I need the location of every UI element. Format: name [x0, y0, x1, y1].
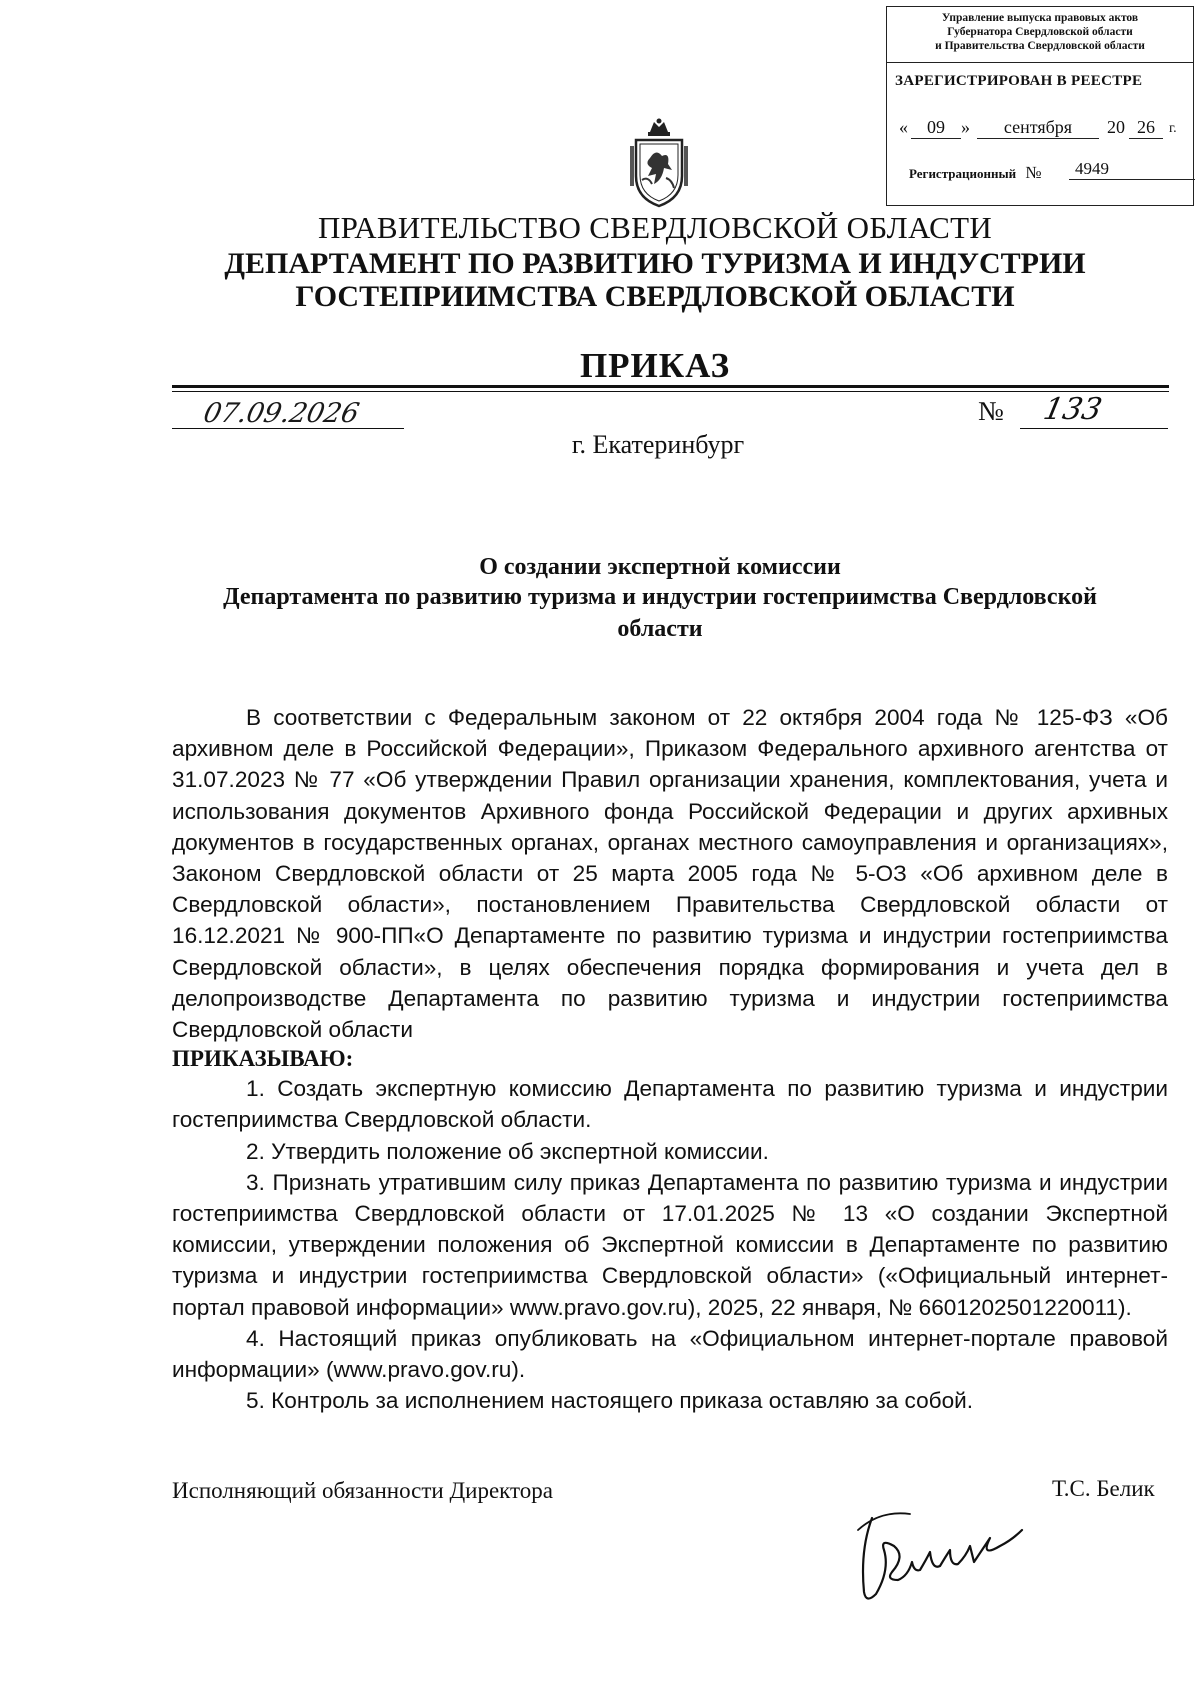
stamp-year-suffix: 26: [1129, 117, 1163, 139]
stamp-header-line: Управление выпуска правовых актов: [941, 12, 1139, 24]
stamp-year-prefix: 20: [1107, 117, 1125, 137]
date-underline: [172, 428, 404, 429]
stamp-year-abbr: г.: [1169, 121, 1177, 136]
stamp-divider: [887, 62, 1193, 63]
stamp-date: [897, 117, 1187, 141]
subject-line2: Департамента по развитию туризма и индустрии гостеприимства Свердловской: [223, 584, 1097, 610]
order-item: 2. Утвердить положение об экспертной комиссии.: [246, 1138, 769, 1164]
header-rule-thin: [172, 391, 1169, 392]
order-item: 3. Признать утратившим силу приказ Департамента по развитию туризма и индустрии гостеприимства Свердловской области от 17.01.2025 № 13 «О создании Экспертной комиссии, утверждении положения об Экспертной комиссии в Департаменте по развитию туризма и индустрии гостеприимства Свердловской области» («Официальный интернет-портал правовой информации» www.pravo.gov.ru), 2025, 22 января, № 6601202501220011).: [172, 1169, 1168, 1320]
coat-of-arms-icon: [628, 118, 690, 208]
stamp-no-sign: №: [1025, 163, 1042, 182]
subject-line3: области: [617, 616, 703, 642]
handwritten-date: 07.09.2026: [200, 398, 362, 429]
city: г. Екатеринбург: [571, 430, 745, 459]
number-label: №: [978, 396, 1004, 426]
stamp-month: сентября: [977, 117, 1099, 139]
government-name: ПРАВИТЕЛЬСТВО СВЕРДЛОВСКОЙ ОБЛАСТИ: [317, 210, 993, 245]
signatory-role: Исполняющий обязанности Директора: [172, 1478, 553, 1503]
registration-stamp: [886, 6, 1194, 206]
preamble-paragraph: В соответствии с Федеральным законом от 22 октября 2004 года № 125-ФЗ «Об архивном деле в Российской Федерации», Приказом Федерального архивного агентства от 31.07.2023 № 77 «Об утверждении Правил организации хранения, комплектования, учета и использования документов Архивного фонда Российской Федерации и других архивных документов в государственных органах, органах местного самоуправления и организациях», Законом Свердловской области от 25 марта 2005 года № 5-ОЗ «Об архивном деле в Свердловской области», постановлением Правительства Свердловской области от 16.12.2021 № 900-ПП«О Департаменте по развитию туризма и индустрии гостеприимства Свердловской области», в целях обеспечения порядка формирования и учета дел в делопроизводстве Департамента по развитию туризма и индустрии гостеприимства Свердловской области: [172, 705, 1168, 1043]
document-type-title: ПРИКАЗ: [579, 346, 731, 385]
header-rule-thick: [172, 385, 1169, 388]
stamp-header-line: и Правительства Свердловской области: [935, 40, 1145, 52]
document-body: [172, 702, 1168, 1416]
stamp-reg-label: Регистрационный: [909, 166, 1017, 181]
signatory-name: Т.С. Белик: [1052, 1476, 1155, 1501]
stamp-close-quote: »: [961, 117, 970, 137]
stamp-header: [887, 11, 1193, 53]
handwritten-signature: [850, 1500, 1030, 1610]
department-name-line2: ГОСТЕПРИИМСТВА СВЕРДЛОВСКОЙ ОБЛАСТИ: [295, 280, 1015, 313]
order-item: 5. Контроль за исполнением настоящего приказа оставляю за собой.: [246, 1388, 974, 1414]
stamp-registered-label: ЗАРЕГИСТРИРОВАН В РЕЕСТРЕ: [895, 73, 1143, 89]
handwritten-number: 133: [1040, 392, 1105, 427]
stamp-day: 09: [911, 117, 961, 139]
stamp-open-quote: «: [899, 117, 908, 137]
subject-line1: О создании экспертной комиссии: [479, 554, 841, 580]
department-name-line1: ДЕПАРТАМЕНТ ПО РАЗВИТИЮ ТУРИЗМА И ИНДУСТРИИ: [224, 247, 1086, 280]
stamp-header-line: Губернатора Свердловской области: [947, 26, 1133, 38]
order-item: 4. Настоящий приказ опубликовать на «Официальном интернет-портале правовой информации» (www.pravo.gov.ru).: [172, 1325, 1168, 1383]
stamp-reg-number-row: [909, 159, 1109, 183]
stamp-reg-number: 4949: [1069, 159, 1195, 180]
order-item: 1. Создать экспертную комиссию Департамента по развитию туризма и индустрии гостеприимства Свердловской области.: [172, 1076, 1168, 1133]
order-word: ПРИКАЗЫВАЮ:: [172, 1046, 354, 1072]
number-underline: [1020, 428, 1168, 429]
